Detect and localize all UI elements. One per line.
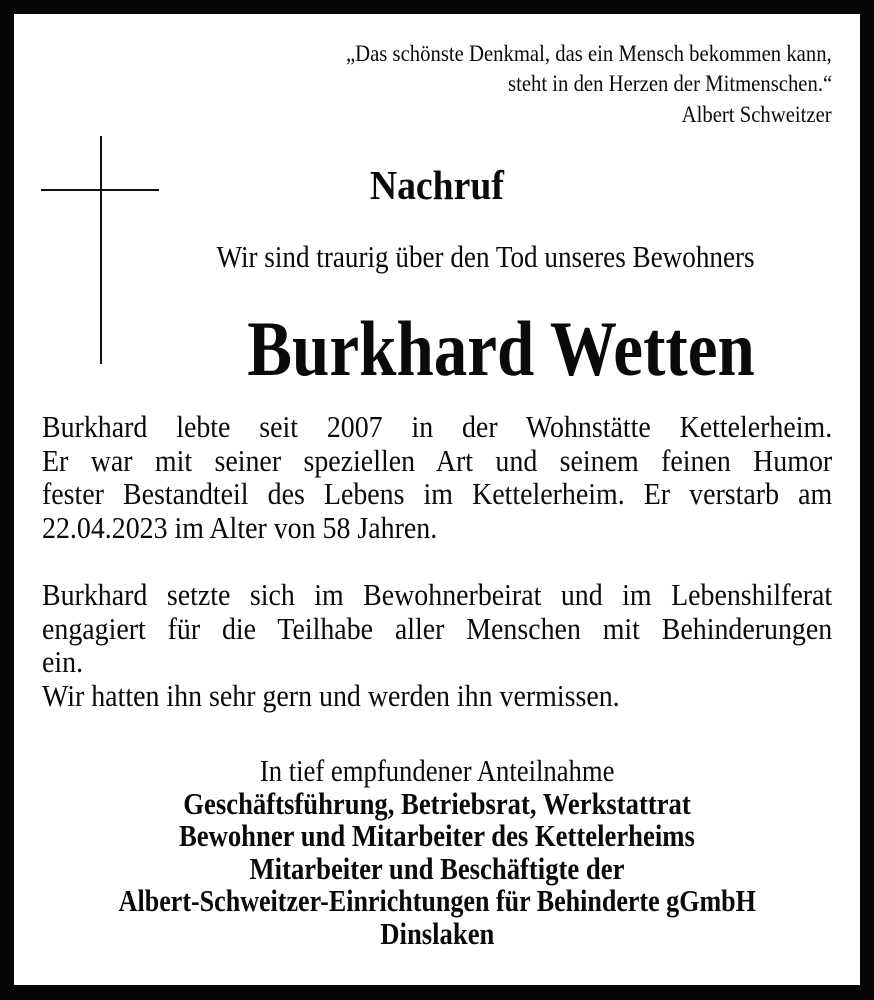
paragraph-line: Burkhard setzte sich im Bewohnerbeirat und im Lebenshilferat <box>42 577 833 612</box>
location-text: Dinslaken <box>379 916 495 951</box>
page-title <box>0 160 874 210</box>
body-paragraph <box>42 410 832 544</box>
deceased-name <box>0 306 874 392</box>
quote-line: „Das schönste Denkmal, das ein Mensch bekommen kann, <box>346 41 832 66</box>
sympathy-line <box>0 755 874 788</box>
intro-line <box>0 238 874 276</box>
signatory-text: Mitarbeiter und Beschäftigte der <box>249 851 625 886</box>
signatory-line <box>0 885 874 918</box>
signatory-line <box>0 853 874 886</box>
intro-text: Wir sind traurig über den Tod unseres Bewohners <box>216 239 756 274</box>
signatory-line <box>0 820 874 853</box>
signatory-text: Bewohner und Mitarbeiter des Kettelerheims <box>179 818 695 853</box>
signatory-location <box>0 918 874 951</box>
paragraph-line: Burkhard lebte seit 2007 in der Wohnstätte Kettelerheim. <box>42 409 833 444</box>
paragraph-line: Er war mit seiner speziellen Art und seinem feinen Humor <box>42 442 833 478</box>
sympathy-text: In tief empfundener Anteilnahme <box>259 753 615 788</box>
signatory-text: Geschäftsführung, Betriebsrat, Werkstattrat <box>183 786 691 821</box>
body-paragraph <box>42 578 832 712</box>
paragraph-line: Wir hatten ihn sehr gern und werden ihn vermissen. <box>42 677 620 713</box>
paragraph-line: fester Bestandteil des Lebens im Kettelerheim. Er verstarb am <box>42 476 833 511</box>
paragraph-line: engagiert für die Teilhabe aller Menschen mit Behinderungen <box>42 610 833 646</box>
heading-text: Nachruf <box>369 162 505 208</box>
deceased-name-text: Burkhard Wetten <box>247 305 755 392</box>
paragraph-line: 22.04.2023 im Alter von 58 Jahren. <box>42 509 438 545</box>
signatory-text: Albert-Schweitzer-Einrichtungen für Behinderte gGmbH <box>118 883 756 918</box>
paragraph-line: ein. <box>42 644 84 679</box>
quote-line: steht in den Herzen der Mitmenschen.“ <box>507 71 832 96</box>
signatory-line <box>0 788 874 821</box>
quote-author: Albert Schweitzer <box>681 102 832 127</box>
